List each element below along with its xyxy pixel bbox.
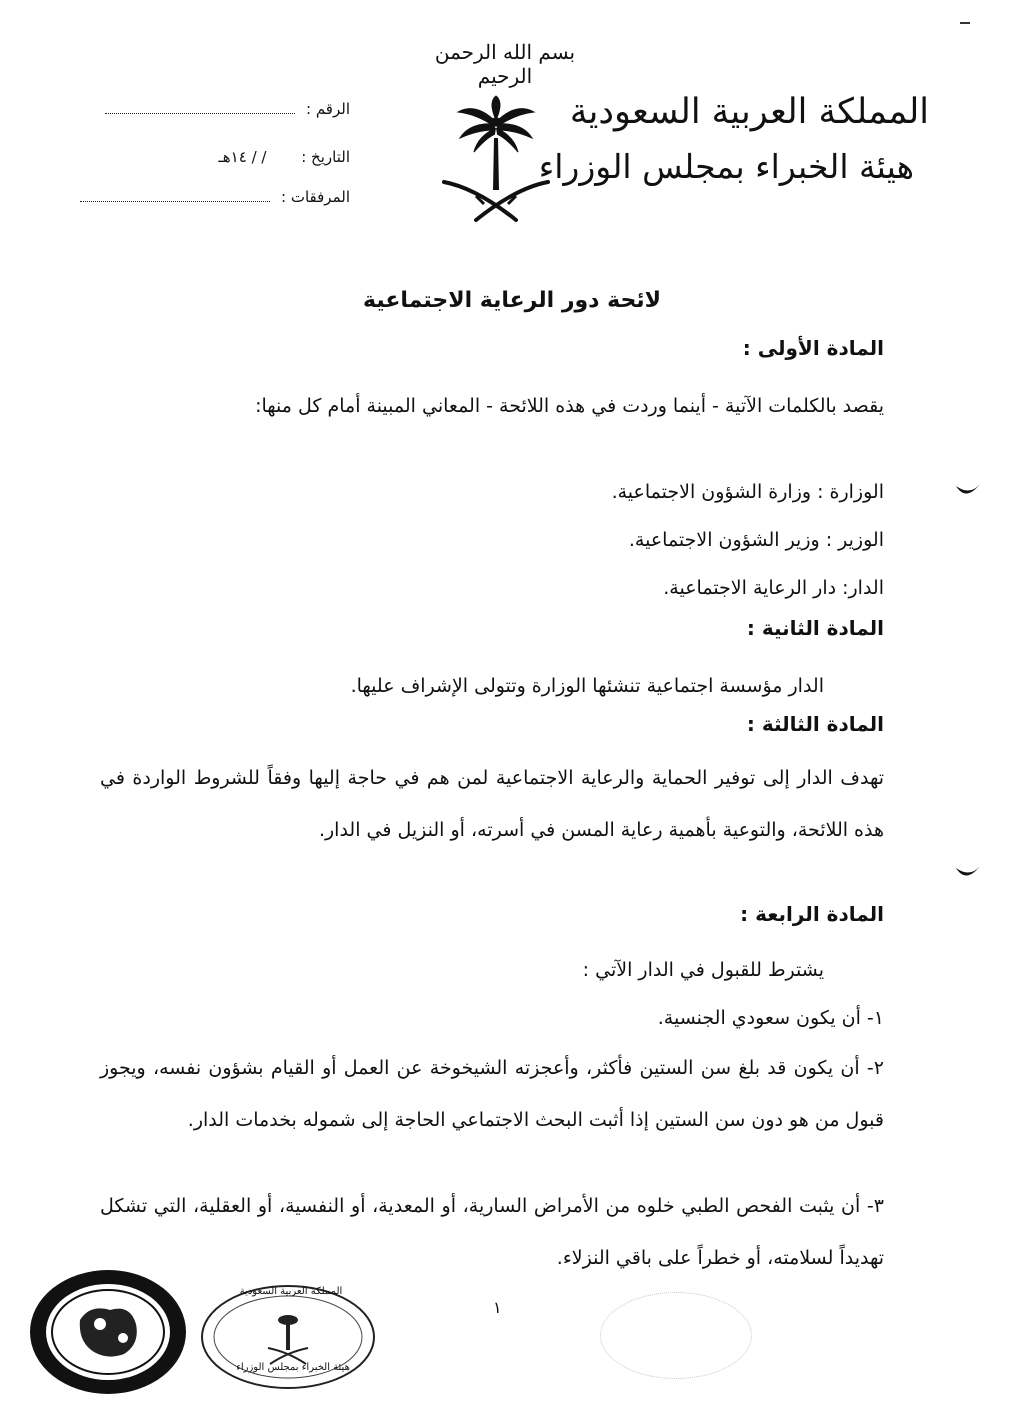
article-2-text: الدار مؤسسة اجتماعية تنشئها الوزارة وتتولى الإشراف عليها. bbox=[350, 675, 824, 697]
article-1-heading: المادة الأولى : bbox=[742, 336, 884, 360]
attachments-line bbox=[80, 189, 270, 202]
stamp-bottom-text: هيئة الخبراء بمجلس الوزراء bbox=[236, 1362, 350, 1373]
crescent-mark-icon bbox=[950, 476, 982, 502]
date-field bbox=[60, 148, 350, 166]
article-1-intro: يقصد بالكلمات الآتية - أينما وردت في هذه اللائحة - المعاني المبينة أمام كل منها: bbox=[255, 395, 884, 417]
palm-swords-emblem-icon bbox=[436, 92, 556, 232]
kingdom-name: المملكة العربية السعودية bbox=[569, 92, 929, 132]
crescent-mark-icon bbox=[950, 858, 982, 884]
definition-house: الدار: دار الرعاية الاجتماعية. bbox=[663, 577, 884, 599]
definition-ministry: الوزارة : وزارة الشؤون الاجتماعية. bbox=[611, 481, 884, 503]
reference-field bbox=[60, 100, 350, 118]
condition-3: ٣- أن يثبت الفحص الطبي خلوه من الأمراض السارية، أو المعدية، أو النفسية، أو العقلية، التي تشكل تهديداً لسلامته، أو خطراً على باقي النزلاء. bbox=[100, 1195, 884, 1269]
article-4-heading: المادة الرابعة : bbox=[740, 902, 884, 926]
council-name: هيئة الخبراء بمجلس الوزراء bbox=[538, 147, 914, 186]
council-stamp-icon bbox=[198, 1282, 378, 1392]
article-2-heading: المادة الثانية : bbox=[746, 616, 884, 640]
article-3-text: تهدف الدار إلى توفير الحماية والرعاية الاجتماعية لمن هم في حاجة إليها وفقاً للشروط الواردة في هذه اللائحة، والتوعية بأهمية رعاية المسن في أسرته، أو النزيل في الدار. bbox=[100, 767, 884, 841]
article-3-heading: المادة الثالثة : bbox=[746, 712, 884, 736]
date-label: التاريخ : bbox=[301, 148, 350, 166]
article-4-intro: يشترط للقبول في الدار الآتي : bbox=[582, 959, 824, 981]
black-seal-stamp-icon bbox=[28, 1268, 188, 1396]
date-value: / / ١٤هـ bbox=[218, 148, 267, 166]
edge-mark bbox=[960, 22, 970, 24]
basmala: بسم الله الرحمن الرحيم bbox=[434, 40, 576, 88]
attachments-label: المرفقات : bbox=[281, 188, 350, 206]
faint-stamp bbox=[600, 1292, 752, 1379]
document-title: لائحة دور الرعاية الاجتماعية bbox=[363, 288, 661, 313]
condition-2: ٢- أن يكون قد بلغ سن الستين فأكثر، وأعجزته الشيخوخة عن العمل أو القيام بشؤون نفسه، ويجوز قبول من هو دون سن الستين إذا أثبت البحث الاجتماعي الحاجة إلى شموله بخدمات الدار. bbox=[100, 1057, 884, 1131]
reference-label: الرقم : bbox=[306, 100, 350, 118]
attachments-field bbox=[60, 188, 350, 206]
reference-line bbox=[105, 101, 295, 114]
definition-minister: الوزير : وزير الشؤون الاجتماعية. bbox=[628, 529, 884, 551]
condition-1: ١- أن يكون سعودي الجنسية. bbox=[657, 1007, 884, 1029]
page-number: ١ bbox=[493, 1298, 502, 1317]
stamp-top-text: المملكة العربية السعودية bbox=[239, 1286, 343, 1297]
